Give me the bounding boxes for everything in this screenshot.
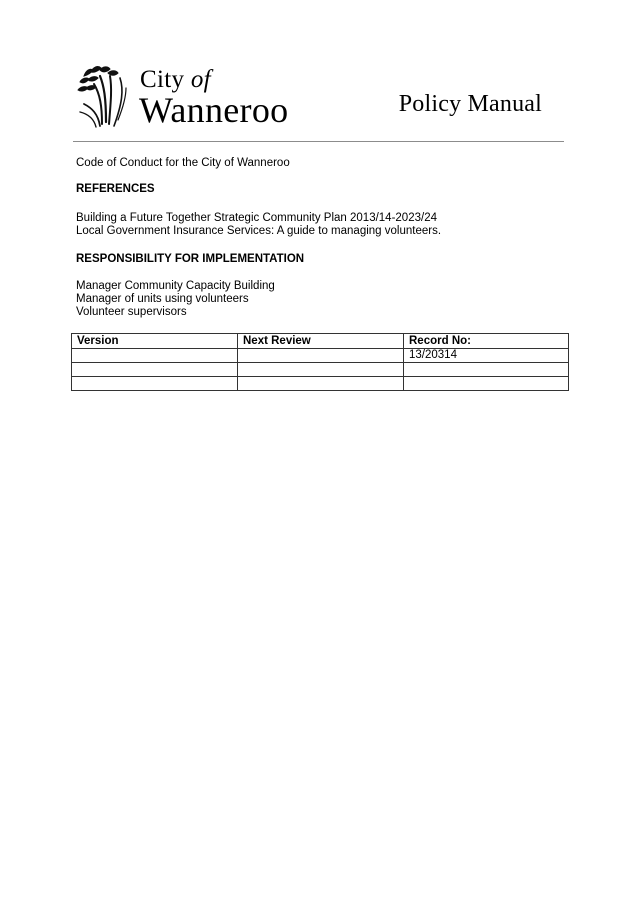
responsibility-item: Manager Community Capacity Building: [76, 280, 275, 292]
reference-item: Building a Future Together Strategic Community Plan 2013/14-2023/24: [76, 212, 437, 224]
record-no-cell: 13/20314: [404, 349, 569, 363]
responsibility-item: Volunteer supervisors: [76, 306, 187, 318]
policy-manual-title: Policy Manual: [398, 91, 542, 117]
version-column-header: Version: [72, 334, 238, 349]
version-cell: [72, 349, 238, 363]
version-cell: [72, 377, 238, 391]
references-heading: REFERENCES: [76, 183, 155, 195]
logo-city-text: [140, 67, 211, 92]
next-review-cell: [238, 377, 404, 391]
city-of-wanneroo-logo: [76, 64, 306, 128]
version-cell: [72, 363, 238, 377]
version-record-table: [71, 333, 569, 391]
logo-wanneroo-text: Wanneroo: [139, 90, 289, 130]
record-no-cell: [404, 363, 569, 377]
responsibility-item: Manager of units using volunteers: [76, 293, 249, 305]
logo-city-word: City: [140, 66, 185, 93]
table-header-row: [72, 334, 569, 349]
logo-of-word: of: [190, 66, 211, 93]
next-review-cell: [238, 363, 404, 377]
table-row: [72, 377, 569, 391]
policy-subject: Code of Conduct for the City of Wanneroo: [76, 157, 290, 169]
next-review-cell: [238, 349, 404, 363]
responsibility-heading: RESPONSIBILITY FOR IMPLEMENTATION: [76, 253, 305, 265]
table-row: [72, 363, 569, 377]
record-no-column-header: Record No:: [404, 334, 569, 349]
header-divider: [73, 141, 564, 142]
record-no-cell: [404, 377, 569, 391]
next-review-column-header: Next Review: [238, 334, 404, 349]
reference-item: Local Government Insurance Services: A guide to managing volunteers.: [76, 225, 442, 237]
table-row: [72, 349, 569, 363]
kangaroo-paw-logo-icon: [76, 64, 132, 128]
